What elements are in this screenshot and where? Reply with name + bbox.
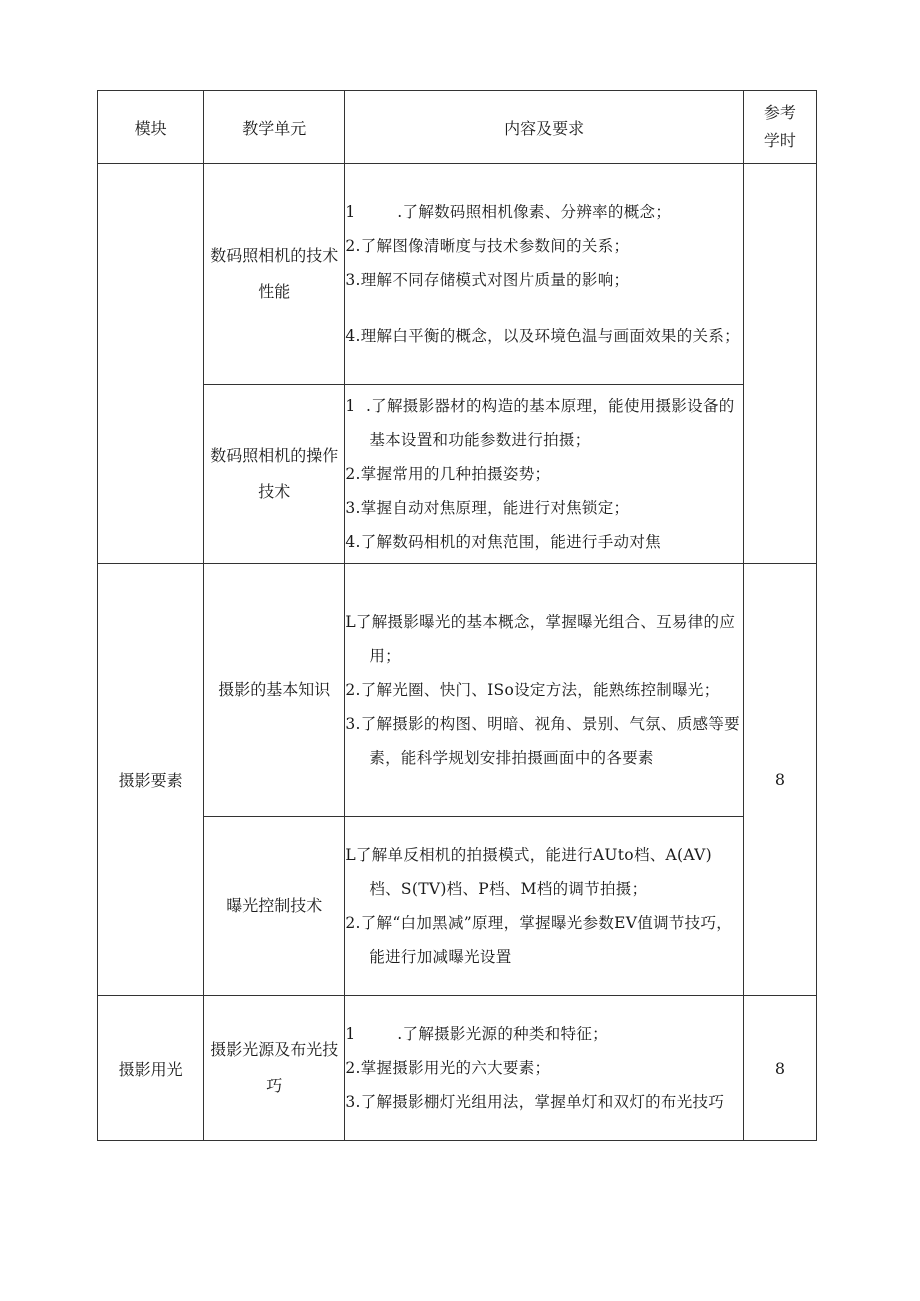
unit-cell: 曝光控制技术 bbox=[204, 817, 345, 996]
hours-cell: 8 bbox=[743, 996, 816, 1141]
curriculum-table bbox=[97, 90, 817, 1141]
content-item: 1 .了解摄影光源的种类和特征； bbox=[345, 1025, 608, 1043]
content-item: 2.了解图像清晰度与技术参数间的关系； bbox=[345, 237, 630, 255]
content-item: 4.理解白平衡的概念，以及环境色温与画面效果的关系； bbox=[345, 327, 740, 345]
content-item: 3.了解摄影的构图、明暗、视角、景别、气氛、质感等要素，能科学规划安排拍摄画面中的各要素 bbox=[345, 715, 740, 767]
content-item: 4.了解数码相机的对焦范围，能进行手动对焦 bbox=[345, 533, 661, 551]
table-row bbox=[98, 564, 817, 817]
module-cell: 摄影用光 bbox=[98, 996, 204, 1141]
content-item: 1 .了解数码照相机像素、分辨率的概念； bbox=[345, 203, 672, 221]
header-module: 模块 bbox=[98, 91, 204, 164]
table-row bbox=[98, 996, 817, 1141]
content-item: 2.了解“白加黑减”原理，掌握曝光参数EV值调节技巧，能进行加减曝光设置 bbox=[345, 914, 733, 966]
content-cell bbox=[345, 996, 744, 1141]
module-cell: 摄影要素 bbox=[98, 564, 204, 996]
content-cell bbox=[345, 564, 744, 817]
content-item: L了解摄影曝光的基本概念，掌握曝光组合、互易律的应用； bbox=[345, 613, 736, 665]
unit-cell: 摄影光源及布光技巧 bbox=[204, 996, 345, 1141]
table-row bbox=[98, 385, 817, 564]
unit-cell: 摄影的基本知识 bbox=[204, 564, 345, 817]
header-hours bbox=[743, 91, 816, 164]
content-cell bbox=[345, 385, 744, 564]
content-item: 2.掌握摄影用光的六大要素； bbox=[345, 1059, 551, 1077]
content-item: 3.理解不同存储模式对图片质量的影响； bbox=[345, 271, 630, 289]
hours-cell: 8 bbox=[743, 564, 816, 996]
content-cell bbox=[345, 164, 744, 385]
unit-cell: 数码照相机的操作技术 bbox=[204, 385, 345, 564]
content-item: 2.了解光圈、快门、ISo设定方法，能熟练控制曝光； bbox=[345, 681, 720, 699]
header-unit: 教学单元 bbox=[204, 91, 345, 164]
header-hours-label: 参考学时 bbox=[763, 103, 796, 150]
header-content: 内容及要求 bbox=[345, 91, 744, 164]
table-row bbox=[98, 817, 817, 996]
unit-cell: 数码照相机的技术性能 bbox=[204, 164, 345, 385]
table-header-row bbox=[98, 91, 817, 164]
module-cell bbox=[98, 164, 204, 564]
content-item: 3.掌握自动对焦原理，能进行对焦锁定； bbox=[345, 499, 630, 517]
content-item: 2.掌握常用的几种拍摄姿势； bbox=[345, 465, 551, 483]
table-row bbox=[98, 164, 817, 385]
content-item: L了解单反相机的拍摄模式，能进行AUto档、A(AV)档、S(TV)档、P档、M档的调节拍摄； bbox=[345, 846, 712, 898]
content-cell bbox=[345, 817, 744, 996]
hours-cell bbox=[743, 164, 816, 564]
content-item: 3.了解摄影棚灯光组用法，掌握单灯和双灯的布光技巧 bbox=[345, 1093, 725, 1111]
content-item: 1 .了解摄影器材的构造的基本原理，能使用摄影设备的基本设置和功能参数进行拍摄； bbox=[345, 397, 735, 449]
